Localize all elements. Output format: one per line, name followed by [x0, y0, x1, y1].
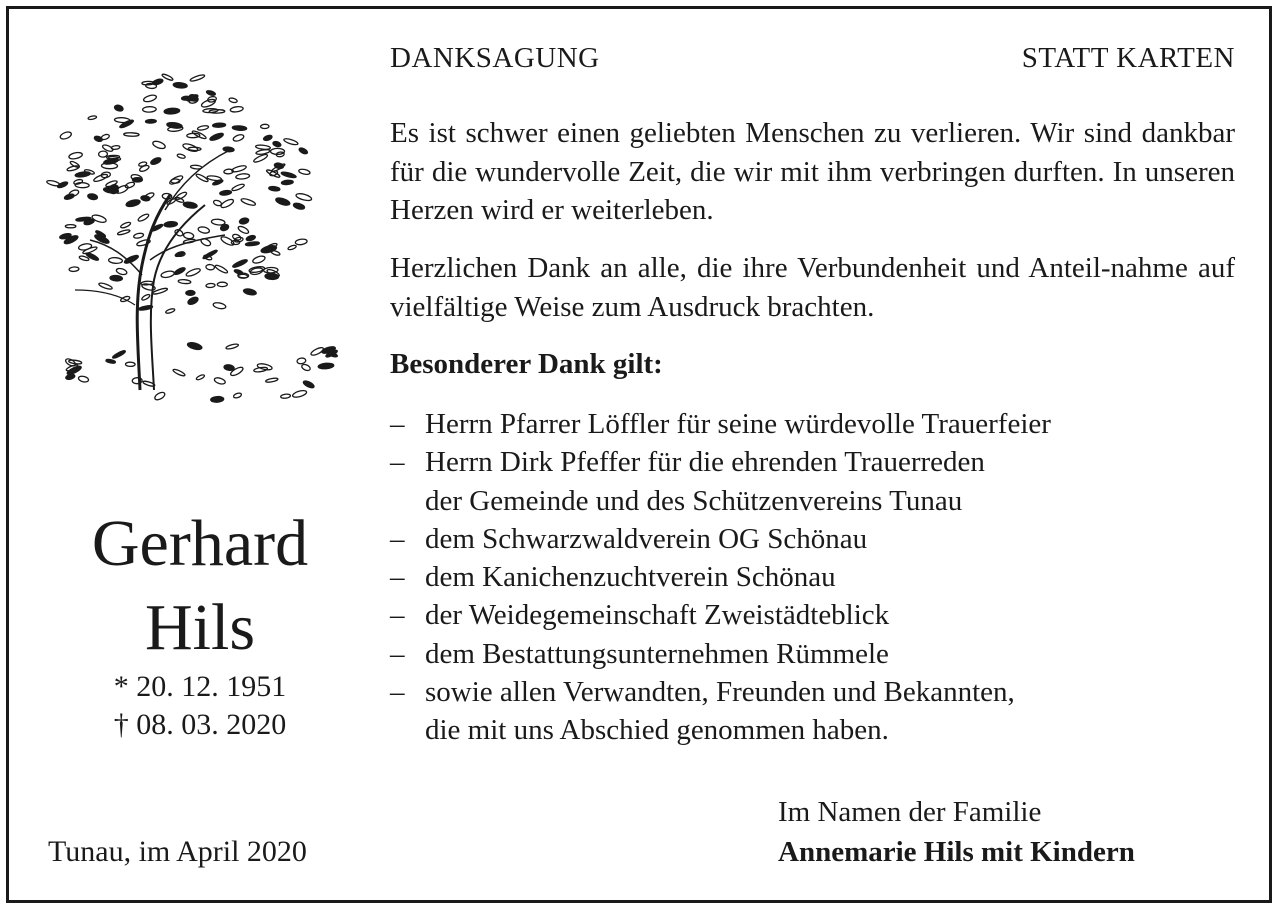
thanks-list-item: [390, 482, 1235, 520]
header-danksagung: DANKSAGUNG: [390, 42, 600, 74]
death-date: † 08. 03. 2020: [113, 708, 287, 741]
thanks-list-item: [390, 520, 1235, 558]
list-dash: [390, 711, 425, 749]
thanks-list-item: [390, 558, 1235, 596]
thanks-list-text: die mit uns Abschied genommen haben.: [425, 714, 889, 747]
list-dash: –: [390, 676, 405, 709]
thanks-list-text: dem Schwarzwaldverein OG Schönau: [425, 522, 868, 555]
birth-date: * 20. 12. 1951: [113, 670, 287, 703]
list-dash: –: [390, 637, 405, 670]
list-dash: –: [390, 446, 405, 479]
thanks-list-text: Herrn Dirk Pfeffer für die ehrenden Trauerreden: [425, 446, 985, 479]
thanks-list-text: dem Kanichenzuchtverein Schönau: [425, 561, 836, 594]
list-dash: –: [390, 522, 405, 555]
notice-header: [390, 42, 1235, 75]
special-thanks-heading: Besonderer Dank gilt:: [390, 348, 663, 380]
thanks-list-item: [390, 443, 1235, 481]
header-statt-karten: STATT KARTEN: [1021, 42, 1235, 74]
thanks-list-item: [390, 405, 1235, 443]
list-dash: –: [390, 408, 405, 440]
place-and-date: Tunau, im April 2020: [48, 835, 307, 868]
thanks-list-text: sowie allen Verwandten, Freunden und Bekannten,: [425, 676, 1015, 709]
deceased-first-name: Gerhard: [91, 507, 309, 580]
thanks-list-item: [390, 673, 1235, 711]
thanks-list-text: der Weidegemeinschaft Zweistädteblick: [425, 599, 890, 632]
thanks-paragraph: Herzlichen Dank an alle, die ihre Verbundenheit und Anteil-nahme auf vielfältige Weise zum Ausdruck brachten.: [390, 252, 1235, 323]
list-dash: –: [390, 561, 405, 594]
list-dash: –: [390, 599, 405, 632]
signature-line-1: Im Namen der Familie: [778, 796, 1042, 828]
windblown-tree-icon: [30, 45, 350, 415]
intro-paragraph: Es ist schwer einen geliebten Menschen zu verlieren. Wir sind dankbar für die wundervolle Zeit, die wir mit ihm verbringen durften. In unseren Herzen wird er weiterleben.: [390, 117, 1235, 226]
thanks-list-item: [390, 596, 1235, 634]
thanks-list-text: Herrn Pfarrer Löffler für seine würdevolle Trauerfeier: [425, 408, 1051, 440]
thanks-list: [390, 405, 1235, 750]
thanks-list-item: [390, 635, 1235, 673]
thanks-list-text: der Gemeinde und des Schützenvereins Tunau: [425, 484, 963, 517]
thanks-list-item: [390, 711, 1235, 749]
list-dash: [390, 482, 425, 520]
signature-line-2: Annemarie Hils mit Kindern: [778, 836, 1135, 868]
deceased-last-name: Hils: [144, 591, 256, 664]
thanks-list-text: dem Bestattungsunternehmen Rümmele: [425, 637, 889, 670]
